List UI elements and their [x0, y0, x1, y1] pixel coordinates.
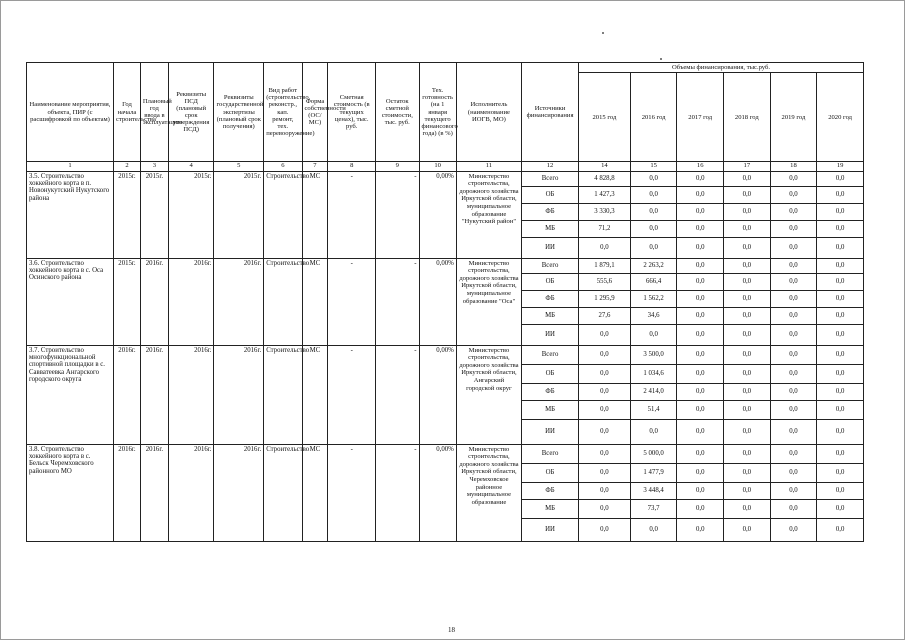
amount-cell: 0,0	[817, 258, 864, 273]
header-expertise: Реквизиты государственной экспертизы (плановый срок получения)	[214, 63, 264, 162]
header-year: 2018 год	[724, 73, 771, 162]
amount-cell: 0,0	[630, 203, 677, 220]
expertise-cell: 2016г.	[214, 345, 264, 444]
amount-cell: 0,0	[677, 237, 724, 258]
project-row	[27, 345, 864, 364]
amount-cell: 1 562,2	[630, 290, 677, 307]
amount-cell: 0,0	[579, 444, 631, 463]
work-type-cell: Строительство	[264, 171, 302, 258]
column-number: 2	[114, 162, 141, 172]
amount-cell: 0,0	[817, 324, 864, 345]
header-sources: Источники финансирования	[522, 63, 579, 162]
amount-cell: 4 828,8	[579, 171, 631, 186]
scan-speck	[660, 58, 662, 60]
amount-cell: 0,0	[579, 400, 631, 419]
work-type-cell: Строительство	[264, 444, 302, 541]
amount-cell: 0,0	[677, 290, 724, 307]
amount-cell: 0,0	[579, 419, 631, 444]
header-est-cost: Сметная стоимость (в текущих ценах), тыс. руб.	[328, 63, 376, 162]
amount-cell: 0,0	[817, 345, 864, 364]
source-cell: ФБ	[522, 383, 579, 400]
start-year-cell: 2015г.	[114, 171, 141, 258]
amount-cell: 0,0	[770, 444, 817, 463]
amount-cell: 0,0	[677, 499, 724, 518]
amount-cell: 0,0	[770, 518, 817, 541]
project-row	[27, 258, 864, 273]
column-number: 19	[817, 162, 864, 172]
amount-cell: 0,0	[770, 463, 817, 482]
amount-cell: 0,0	[724, 203, 771, 220]
source-cell: МБ	[522, 307, 579, 324]
column-number: 3	[140, 162, 168, 172]
project-row	[27, 171, 864, 186]
amount-cell: 0,0	[817, 273, 864, 290]
header-name: Наименование мероприятия, объекта, ПИР (с расшифровкой по объектам)	[27, 63, 114, 162]
amount-cell: 0,0	[630, 419, 677, 444]
amount-cell: 0,0	[724, 482, 771, 499]
planned-year-cell: 2016г.	[140, 258, 168, 345]
amount-cell: 0,0	[579, 482, 631, 499]
amount-cell: 0,0	[770, 186, 817, 203]
readiness-cell: 0,00%	[419, 345, 456, 444]
amount-cell: 0,0	[817, 444, 864, 463]
amount-cell: 0,0	[630, 324, 677, 345]
source-cell: ОБ	[522, 463, 579, 482]
header-year: 2015 год	[579, 73, 631, 162]
column-number: 11	[456, 162, 521, 172]
amount-cell: 71,2	[579, 220, 631, 237]
amount-cell: 0,0	[817, 499, 864, 518]
amount-cell: 0,0	[770, 383, 817, 400]
header-readiness: Тех. готовность (на 1 января текущего финансового года) (в %)	[419, 63, 456, 162]
amount-cell: 0,0	[770, 324, 817, 345]
amount-cell: 0,0	[630, 518, 677, 541]
column-number: 17	[724, 162, 771, 172]
planned-year-cell: 2016г.	[140, 345, 168, 444]
header-planned-year: Плановый год ввода в эксплуатацию	[140, 63, 168, 162]
ownership-cell: МС	[302, 444, 328, 541]
amount-cell: 0,0	[724, 171, 771, 186]
header-year: 2019 год	[770, 73, 817, 162]
source-cell: Всего	[522, 444, 579, 463]
source-cell: Всего	[522, 345, 579, 364]
amount-cell: 0,0	[630, 237, 677, 258]
amount-cell: 0,0	[817, 419, 864, 444]
amount-cell: 0,0	[579, 324, 631, 345]
column-number: 8	[328, 162, 376, 172]
amount-cell: 0,0	[770, 220, 817, 237]
amount-cell: 0,0	[770, 290, 817, 307]
amount-cell: 0,0	[770, 345, 817, 364]
ownership-cell: МС	[302, 258, 328, 345]
project-name-cell: 3.8. Строительство хоккейного корта в с. Бельск Черемховского районного МО	[27, 444, 114, 541]
amount-cell: 0,0	[677, 273, 724, 290]
psd-cell: 2016г.	[168, 258, 214, 345]
amount-cell: 3 500,0	[630, 345, 677, 364]
amount-cell: 0,0	[724, 499, 771, 518]
amount-cell: 0,0	[770, 258, 817, 273]
amount-cell: 0,0	[579, 237, 631, 258]
amount-cell: 0,0	[817, 171, 864, 186]
source-cell: ОБ	[522, 186, 579, 203]
expertise-cell: 2016г.	[214, 258, 264, 345]
amount-cell: 1 879,1	[579, 258, 631, 273]
amount-cell: 0,0	[724, 364, 771, 383]
header-start-year: Год начала строительства	[114, 63, 141, 162]
amount-cell: 0,0	[579, 518, 631, 541]
psd-cell: 2016г.	[168, 345, 214, 444]
amount-cell: 0,0	[677, 258, 724, 273]
amount-cell: 0,0	[817, 482, 864, 499]
amount-cell: 0,0	[724, 345, 771, 364]
source-cell: МБ	[522, 400, 579, 419]
source-cell: ИИ	[522, 419, 579, 444]
amount-cell: 73,7	[630, 499, 677, 518]
amount-cell: 555,6	[579, 273, 631, 290]
header-executor: Исполнитель (наименование ИОГВ, МО)	[456, 63, 521, 162]
column-number: 9	[376, 162, 420, 172]
funding-table	[26, 62, 864, 542]
amount-cell: 0,0	[770, 419, 817, 444]
psd-cell: 2015г.	[168, 171, 214, 258]
remaining-cost-cell: -	[376, 444, 420, 541]
remaining-cost-cell: -	[376, 258, 420, 345]
planned-year-cell: 2015г.	[140, 171, 168, 258]
amount-cell: 34,6	[630, 307, 677, 324]
amount-cell: 0,0	[630, 220, 677, 237]
amount-cell: 3 448,4	[630, 482, 677, 499]
header-remaining: Остаток сметной стоимости, тыс. руб.	[376, 63, 420, 162]
amount-cell: 0,0	[677, 463, 724, 482]
amount-cell: 0,0	[724, 186, 771, 203]
work-type-cell: Строительство	[264, 345, 302, 444]
source-cell: ИИ	[522, 324, 579, 345]
source-cell: Всего	[522, 171, 579, 186]
amount-cell: 0,0	[817, 463, 864, 482]
amount-cell: 0,0	[724, 290, 771, 307]
column-number: 5	[214, 162, 264, 172]
est-cost-cell: -	[328, 345, 376, 444]
amount-cell: 1 477,9	[630, 463, 677, 482]
amount-cell: 0,0	[770, 307, 817, 324]
project-name-cell: 3.7. Строительство многофункциональной спортивной площадки в с. Савватеевка Ангарского городского округа	[27, 345, 114, 444]
amount-cell: 0,0	[770, 482, 817, 499]
amount-cell: 0,0	[770, 237, 817, 258]
header-year: 2017 год	[677, 73, 724, 162]
amount-cell: 0,0	[770, 171, 817, 186]
amount-cell: 0,0	[724, 220, 771, 237]
source-cell: ФБ	[522, 482, 579, 499]
header-year: 2020 год	[817, 73, 864, 162]
amount-cell: 0,0	[724, 444, 771, 463]
column-number: 7	[302, 162, 328, 172]
expertise-cell: 2016г.	[214, 444, 264, 541]
amount-cell: 0,0	[770, 273, 817, 290]
amount-cell: 2 263,2	[630, 258, 677, 273]
expertise-cell: 2015г.	[214, 171, 264, 258]
header-work-type: Вид работ (строительство, реконстр., кап. ремонт, тех. перевооружение)	[264, 63, 302, 162]
amount-cell: 0,0	[817, 383, 864, 400]
readiness-cell: 0,00%	[419, 444, 456, 541]
amount-cell: 0,0	[724, 307, 771, 324]
planned-year-cell: 2016г.	[140, 444, 168, 541]
column-number: 12	[522, 162, 579, 172]
amount-cell: 0,0	[817, 400, 864, 419]
source-cell: ОБ	[522, 364, 579, 383]
header-ownership: Форма собственности (ОС/МС)	[302, 63, 328, 162]
amount-cell: 0,0	[770, 364, 817, 383]
amount-cell: 1 034,6	[630, 364, 677, 383]
readiness-cell: 0,00%	[419, 258, 456, 345]
amount-cell: 0,0	[677, 364, 724, 383]
header-funding-group: Объемы финансирования, тыс.руб.	[579, 63, 864, 73]
amount-cell: 5 000,0	[630, 444, 677, 463]
amount-cell: 1 295,9	[579, 290, 631, 307]
column-number: 14	[579, 162, 631, 172]
start-year-cell: 2016г.	[114, 345, 141, 444]
ownership-cell: МС	[302, 345, 328, 444]
column-number: 1	[27, 162, 114, 172]
executor-cell: Министерство строительства, дорожного хозяйства Иркутской области, муниципальное образование "Оса"	[456, 258, 521, 345]
source-cell: ФБ	[522, 203, 579, 220]
amount-cell: 0,0	[817, 220, 864, 237]
amount-cell: 0,0	[677, 345, 724, 364]
amount-cell: 0,0	[677, 186, 724, 203]
amount-cell: 0,0	[724, 463, 771, 482]
amount-cell: 51,4	[630, 400, 677, 419]
amount-cell: 0,0	[579, 383, 631, 400]
amount-cell: 0,0	[724, 518, 771, 541]
executor-cell: Министерство строительства, дорожного хозяйства Иркутской области, Ангарский городской округ	[456, 345, 521, 444]
amount-cell: 0,0	[677, 203, 724, 220]
amount-cell: 0,0	[770, 400, 817, 419]
project-name-cell: 3.5. Строительство хоккейного корта в п. Новонукутский Нукутского района	[27, 171, 114, 258]
column-number: 6	[264, 162, 302, 172]
amount-cell: 0,0	[817, 186, 864, 203]
amount-cell: 0,0	[770, 499, 817, 518]
source-cell: МБ	[522, 220, 579, 237]
amount-cell: 0,0	[677, 400, 724, 419]
amount-cell: 0,0	[579, 463, 631, 482]
executor-cell: Министерство строительства, дорожного хозяйства Иркутской области, Черемховское районное муниципальное образование	[456, 444, 521, 541]
source-cell: ФБ	[522, 290, 579, 307]
amount-cell: 0,0	[677, 383, 724, 400]
page-number: 18	[448, 626, 455, 634]
amount-cell: 0,0	[724, 383, 771, 400]
amount-cell: 0,0	[724, 400, 771, 419]
source-cell: ОБ	[522, 273, 579, 290]
amount-cell: 2 414,0	[630, 383, 677, 400]
amount-cell: 0,0	[579, 345, 631, 364]
est-cost-cell: -	[328, 171, 376, 258]
amount-cell: 0,0	[724, 324, 771, 345]
amount-cell: 0,0	[677, 518, 724, 541]
amount-cell: 0,0	[724, 237, 771, 258]
psd-cell: 2016г.	[168, 444, 214, 541]
remaining-cost-cell: -	[376, 345, 420, 444]
amount-cell: 27,6	[579, 307, 631, 324]
est-cost-cell: -	[328, 258, 376, 345]
project-row	[27, 444, 864, 463]
amount-cell: 0,0	[817, 203, 864, 220]
column-number-row	[27, 162, 864, 172]
header-year: 2016 год	[630, 73, 677, 162]
amount-cell: 0,0	[677, 307, 724, 324]
readiness-cell: 0,00%	[419, 171, 456, 258]
amount-cell: 0,0	[677, 482, 724, 499]
column-number: 16	[677, 162, 724, 172]
amount-cell: 0,0	[677, 324, 724, 345]
amount-cell: 0,0	[724, 419, 771, 444]
start-year-cell: 2016г.	[114, 444, 141, 541]
amount-cell: 0,0	[770, 203, 817, 220]
amount-cell: 3 330,3	[579, 203, 631, 220]
amount-cell: 0,0	[817, 364, 864, 383]
amount-cell: 0,0	[630, 186, 677, 203]
work-type-cell: Строительство	[264, 258, 302, 345]
column-number: 4	[168, 162, 214, 172]
remaining-cost-cell: -	[376, 171, 420, 258]
ownership-cell: МС	[302, 171, 328, 258]
column-number: 10	[419, 162, 456, 172]
amount-cell: 0,0	[817, 307, 864, 324]
source-cell: Всего	[522, 258, 579, 273]
executor-cell: Министерство строительства, дорожного хозяйства Иркутской области, муниципальное образование "Нукутский район"	[456, 171, 521, 258]
amount-cell: 0,0	[677, 220, 724, 237]
source-cell: МБ	[522, 499, 579, 518]
amount-cell: 0,0	[677, 444, 724, 463]
amount-cell: 666,4	[630, 273, 677, 290]
amount-cell: 0,0	[817, 290, 864, 307]
amount-cell: 1 427,3	[579, 186, 631, 203]
source-cell: ИИ	[522, 237, 579, 258]
amount-cell: 0,0	[677, 171, 724, 186]
amount-cell: 0,0	[630, 171, 677, 186]
amount-cell: 0,0	[817, 518, 864, 541]
amount-cell: 0,0	[579, 364, 631, 383]
est-cost-cell: -	[328, 444, 376, 541]
source-cell: ИИ	[522, 518, 579, 541]
column-number: 15	[630, 162, 677, 172]
header-psd: Реквизиты ПСД (плановый срок утверждения ПСД)	[168, 63, 214, 162]
column-number: 18	[770, 162, 817, 172]
amount-cell: 0,0	[817, 237, 864, 258]
amount-cell: 0,0	[724, 273, 771, 290]
amount-cell: 0,0	[724, 258, 771, 273]
project-name-cell: 3.6. Строительство хоккейного корта в с. Оса Осинского района	[27, 258, 114, 345]
amount-cell: 0,0	[677, 419, 724, 444]
start-year-cell: 2015г.	[114, 258, 141, 345]
amount-cell: 0,0	[579, 499, 631, 518]
scan-speck	[602, 32, 604, 34]
